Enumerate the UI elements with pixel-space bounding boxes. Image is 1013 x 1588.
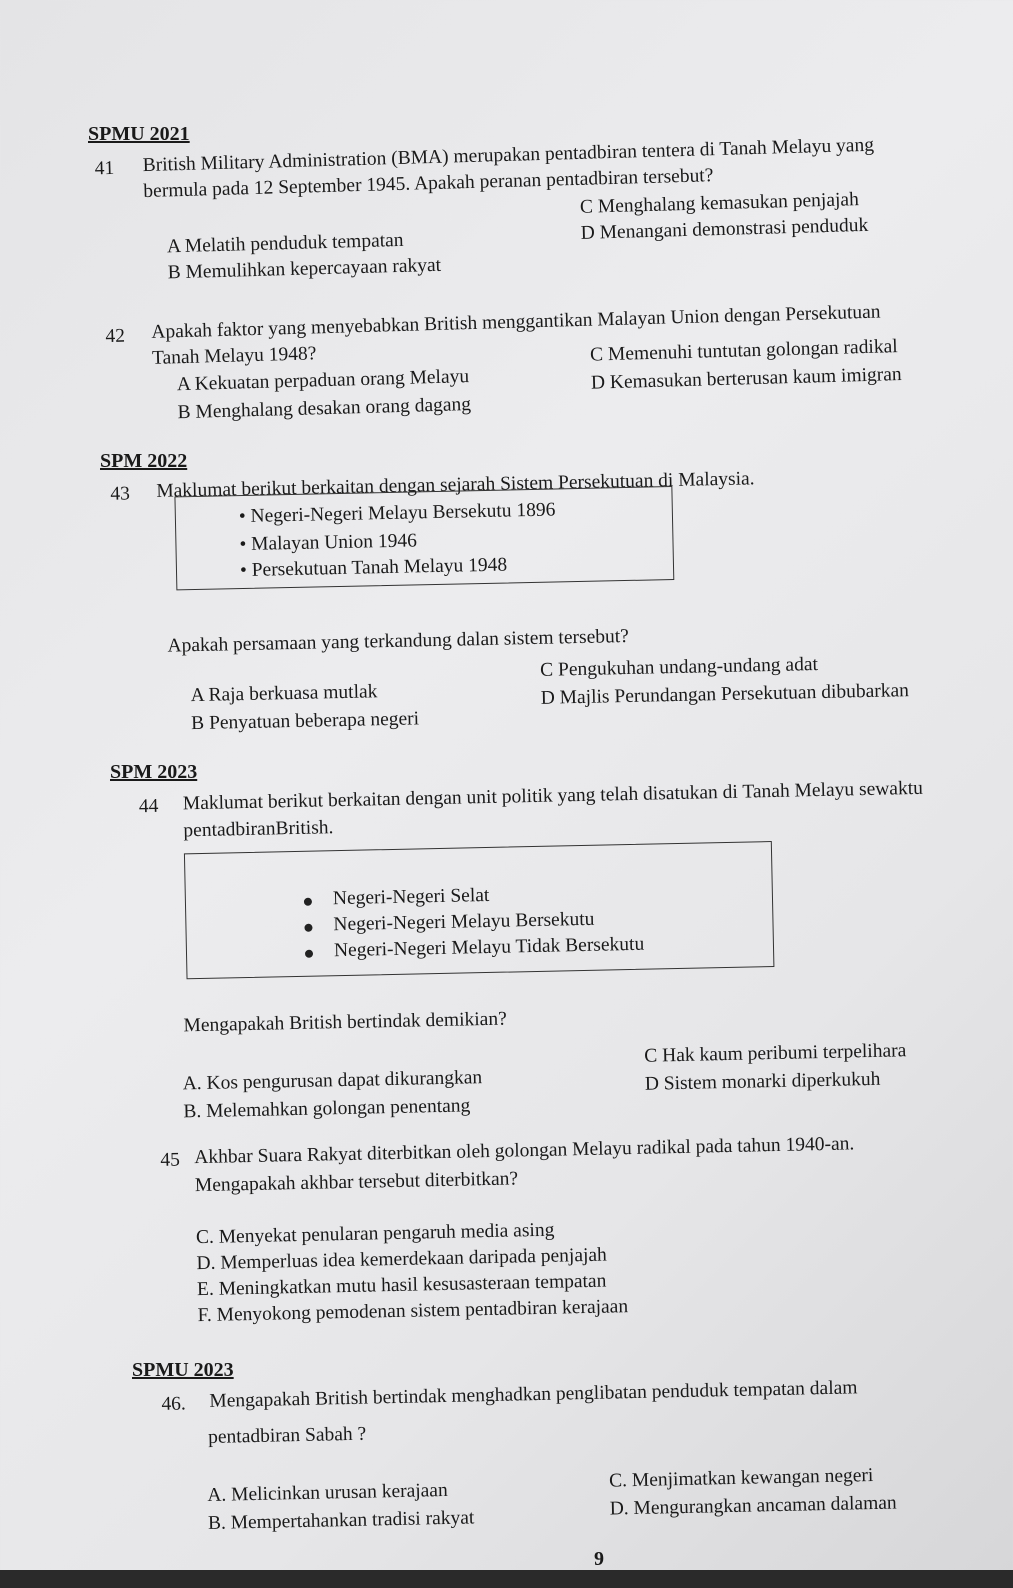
section-heading: SPMU 2023 [132, 1359, 234, 1381]
option-d: D. Memperluas idea kemerdekaan daripada penjajah [196, 1244, 608, 1275]
background-edge [0, 1570, 1013, 1588]
option-d: D. Mengurangkan ancaman dalaman [609, 1492, 897, 1520]
box-item: • Malayan Union 1946 [239, 530, 418, 556]
question-text: Mengapakah akhbar tersebut diterbitkan? [194, 1168, 519, 1197]
option-c: C Pengukuhan undang-undang adat [539, 654, 819, 681]
question-number: 42 [105, 325, 126, 348]
question-text: Akhbar Suara Rakyat diterbitkan oleh golongan Melayu radikal pada tahun 1940-an. [194, 1133, 855, 1169]
question-text: pentadbiran Sabah ? [207, 1423, 367, 1448]
page-number: 9 [594, 1548, 604, 1570]
question-text: Apakah persamaan yang terkandung dalan sistem tersebut? [167, 625, 630, 657]
question-text: Maklumat berikut berkaitan dengan unit politik yang telah disatukan di Tanah Melayu sewaktu [182, 777, 924, 815]
box-item-text: Persekutuan Tanah Melayu 1948 [251, 554, 508, 581]
option-d: D Menangani demonstrasi penduduk [580, 214, 869, 244]
option-e: E. Meningkatkan mutu hasil kesusasteraan tempatan [196, 1270, 607, 1301]
option-f: F. Menyokong pemodenan sistem pentadbiran kerajaan [197, 1296, 629, 1327]
question-number: 44 [138, 795, 159, 818]
option-a: A Raja berkuasa mutlak [190, 681, 378, 707]
box-item: Negeri-Negeri Selat [332, 884, 490, 910]
question-text: bermula pada 12 September 1945. Apakah peranan pentadbiran tersebut? [143, 165, 714, 203]
question-text: Mengapakah British bertindak demikian? [183, 1008, 507, 1037]
box-item: • Persekutuan Tanah Melayu 1948 [239, 554, 508, 582]
box-item: Negeri-Negeri Melayu Tidak Bersekutu [333, 933, 645, 962]
question-text: Apakah faktor yang menyebabkan British menggantikan Malayan Union dengan Persekutuan [151, 301, 881, 343]
question-text: British Military Administration (BMA) merupakan pentadbiran tentera di Tanah Melayu yang [142, 134, 875, 177]
section-heading: SPM 2022 [100, 450, 188, 472]
box-item-text: Malayan Union 1946 [250, 530, 418, 555]
question-number: 46. [161, 1393, 187, 1415]
question-text: Maklumat berikut berkaitan dengan sejarah Sistem Persekutuan di Malaysia. [156, 468, 755, 502]
option-d: D Sistem monarki diperkukuh [644, 1068, 881, 1095]
section-heading: SPMU 2021 [88, 123, 190, 145]
question-number: 45 [160, 1149, 181, 1171]
option-b: B Penyatuan beberapa negeri [190, 708, 420, 735]
option-c: C Memenuhi tuntutan golongan radikal [589, 336, 898, 366]
box-item-text: Negeri-Negeri Melayu Bersekutu 1896 [250, 499, 556, 527]
option-b: B Memulihkan kepercayaan rakyat [167, 254, 442, 284]
question-number: 43 [110, 483, 131, 505]
option-b: B. Mempertahankan tradisi rakyat [207, 1507, 475, 1534]
question-number: 41 [94, 157, 115, 180]
option-d: D Kemasukan berterusan kaum imigran [590, 363, 902, 394]
option-b: B. Melemahkan golongan penentang [183, 1095, 471, 1123]
option-b: B Menghalang desakan orang dagang [177, 394, 472, 424]
option-a: A Melatih penduduk tempatan [166, 229, 404, 258]
option-c: C Menghalang kemasukan penjajah [579, 189, 860, 218]
question-text: Mengapakah British bertindak menghadkan penglibatan penduduk tempatan dalam [209, 1377, 858, 1412]
box-item: Negeri-Negeri Melayu Bersekutu [333, 908, 595, 936]
option-c: C. Menjimatkan kewangan negeri [608, 1465, 874, 1492]
option-c: C Hak kaum peribumi terpelihara [644, 1040, 907, 1067]
option-c: C. Menyekat penularan pengaruh media asing [195, 1219, 555, 1249]
question-text: pentadbiranBritish. [183, 817, 334, 842]
option-a: A Kekuatan perpaduan orang Melayu [176, 366, 470, 396]
option-d: D Majlis Perundangan Persekutuan dibubarkan [540, 680, 910, 709]
box-item: • Negeri-Negeri Melayu Bersekutu 1896 [238, 499, 556, 528]
question-text: Tanah Melayu 1948? [151, 343, 317, 369]
option-a: A. Kos pengurusan dapat dikurangkan [182, 1067, 483, 1095]
option-a: A. Melicinkan urusan kerajaan [207, 1479, 448, 1506]
section-heading: SPM 2023 [110, 761, 198, 783]
bullet-icon [304, 898, 312, 906]
